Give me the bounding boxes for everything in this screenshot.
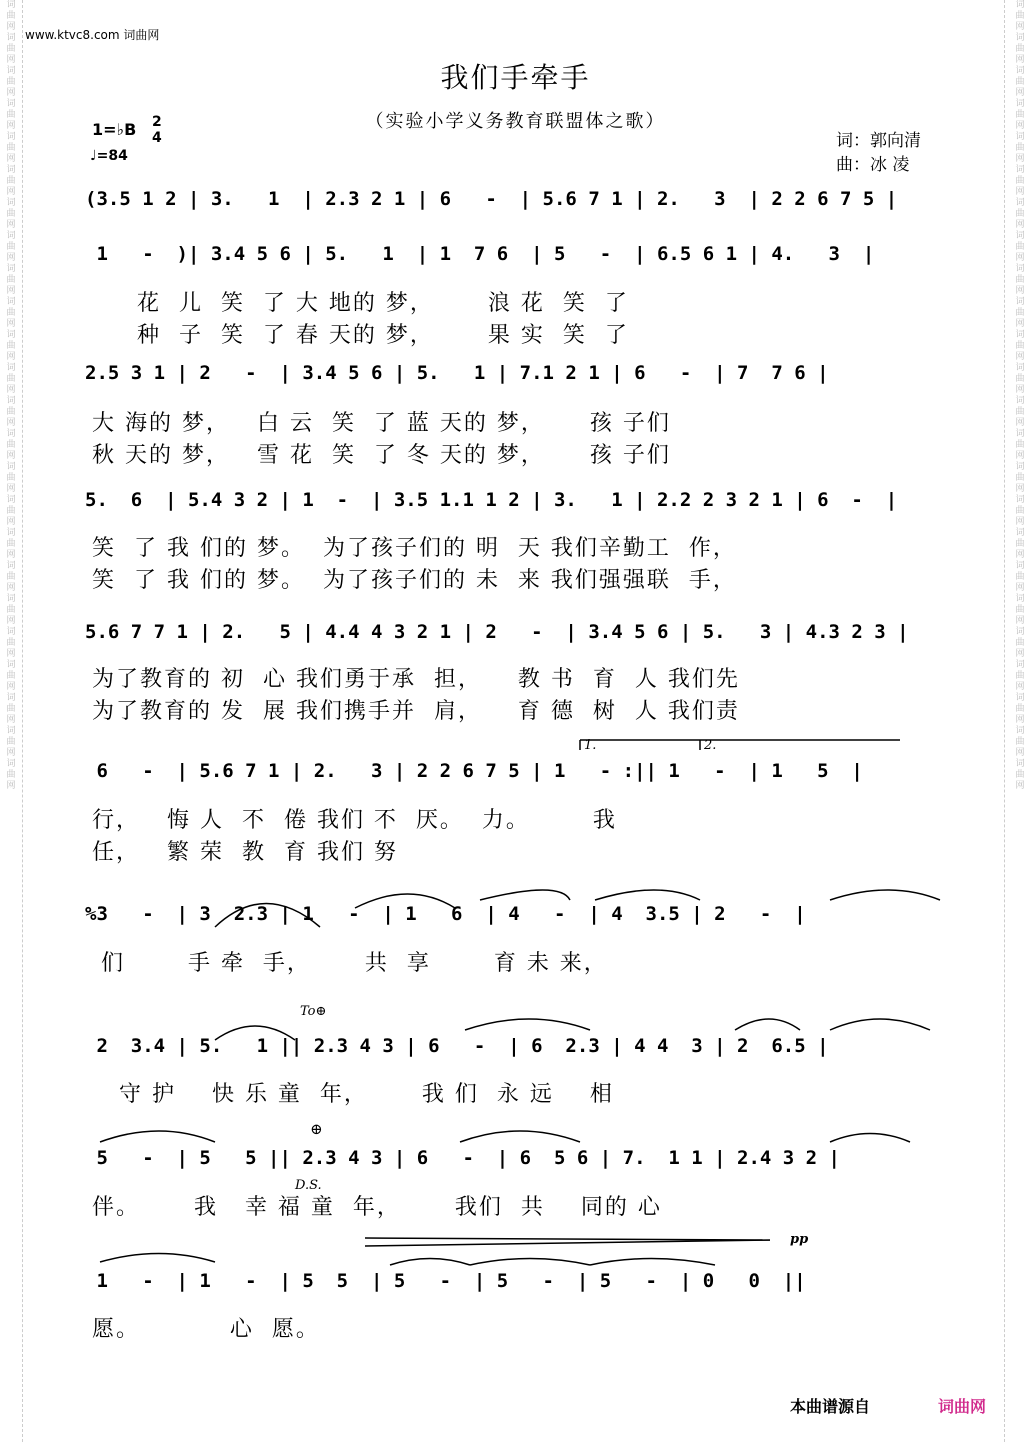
lyric-line-5-verse-2: 为了教育的 发 展 我们携手并 肩， 育 德 树 人 我们责 (92, 699, 740, 724)
score-line-9: 5 - | 5 5 || 2.3 4 3 | 6 - | 6 5 6 | 7. 1 1 | 2.4 3 2 | (85, 1147, 840, 1169)
time-signature-bottom: 4 (152, 130, 162, 146)
score-line-2: 1 - )| 3.4 5 6 | 5. 1 | 1 7 6 | 5 - | 6.5 6 1 | 4. 3 | (85, 243, 875, 265)
lyric-line-8: 守 护 快 乐 童 年， 我 们 永 远 相 (92, 1082, 614, 1107)
tempo-marking: ♩=84 (90, 148, 128, 164)
score-line-3: 2.5 3 1 | 2 - | 3.4 5 6 | 5. 1 | 7.1 2 1 | 6 - | 7 7 6 | (85, 362, 829, 384)
lyric-line-10: 愿。 心 愿。 (92, 1317, 320, 1342)
watermark-right-strip: 词曲网词曲网词曲网词曲网词曲网词曲网词曲网词曲网词曲网词曲网词曲网词曲网词曲网词曲网词曲网词曲网词曲网词曲网词曲网词曲网词曲网词曲网词曲网词曲网 (1015, 0, 1025, 791)
score-line-10: 1 - | 1 - | 5 5 | 5 - | 5 - | 5 - | 0 0 || (85, 1270, 806, 1292)
page-title: 我们手牵手 (440, 61, 591, 94)
score-line-4: 5. 6 | 5.4 3 2 | 1 - | 3.5 1.1 1 2 | 3. 1 | 2.2 2 3 2 1 | 6 - | (85, 489, 898, 511)
coda-sign: ⊕ (310, 1120, 323, 1138)
page-subtitle: （实验小学义务教育联盟体之歌） (365, 111, 666, 132)
key-signature: 1=♭B (92, 120, 137, 139)
lyric-line-4-verse-1: 笑 了 我 们的 梦。 为了孩子们的 明 天 我们辛勤工 作， (92, 536, 737, 561)
lyric-line-3-verse-2: 秋 天的 梦， 雪 花 笑 了 冬 天的 梦， 孩 子们 (92, 443, 671, 468)
lyric-line-6-verse-2: 任， 繁 荣 教 育 我们 努 (92, 840, 398, 865)
watermark-left-strip: 词曲网词曲网词曲网词曲网词曲网词曲网词曲网词曲网词曲网词曲网词曲网词曲网词曲网词曲网词曲网词曲网词曲网词曲网词曲网词曲网词曲网词曲网词曲网词曲网 (6, 0, 16, 791)
score-line-8: 2 3.4 | 5. 1 || 2.3 4 3 | 6 - | 6 2.3 | 4 4 3 | 2 6.5 | (85, 1035, 829, 1057)
composer-credit: 曲：冰 凌 (836, 155, 910, 175)
site-url: www.ktvc8.com 词曲网 (25, 28, 160, 42)
brand-logo-text: 词曲网 (938, 1397, 987, 1416)
time-signature-top: 2 (152, 114, 162, 130)
lyric-line-4-verse-2: 笑 了 我 们的 梦。 为了孩子们的 未 来 我们强强联 手， (92, 568, 737, 593)
source-label: 本曲谱源自 (790, 1397, 871, 1416)
lyric-line-2-verse-2: 种 子 笑 了 春 天的 梦， 果 实 笑 了 (92, 323, 629, 348)
score-line-6: 6 - | 5.6 7 1 | 2. 3 | 2 2 6 7 5 | 1 - :|| 1 - | 1 5 | (85, 760, 863, 782)
lyricist-credit: 词：郭向清 (836, 131, 921, 151)
lyric-line-5-verse-1: 为了教育的 初 心 我们勇于承 担， 教 书 育 人 我们先 (92, 667, 740, 692)
lyric-line-3-verse-1: 大 海的 梦， 白 云 笑 了 蓝 天的 梦， 孩 子们 (92, 411, 671, 436)
volta-1-label: 1. (584, 738, 597, 753)
pianissimo-mark: pp (790, 1232, 809, 1247)
score-line-7: %3 - | 3 2.3 | 1 - | 1 6 | 4 - | 4 3.5 | 2 - | (85, 903, 806, 925)
score-line-1: (3.5 1 2 | 3. 1 | 2.3 2 1 | 6 - | 5.6 7 1 | 2. 3 | 2 2 6 7 5 | (85, 188, 898, 210)
dal-segno-mark: D.S. (295, 1178, 322, 1193)
time-signature (152, 114, 162, 146)
volta-2-label: 2. (704, 738, 717, 753)
score-line-5: 5.6 7 7 1 | 2. 5 | 4.4 4 3 2 1 | 2 - | 3.4 5 6 | 5. 3 | 4.3 2 3 | (85, 621, 909, 643)
left-border-line (22, 0, 23, 1442)
lyric-line-9: 伴。 我 幸 福 童 年， 我们 共 同的 心 (92, 1195, 662, 1220)
to-coda-mark: To⊕ (300, 1004, 327, 1019)
lyric-line-7: 们 手 牵 手， 共 享 育 未 来， (92, 951, 608, 976)
lyric-line-6-verse-1: 行， 悔 人 不 倦 我们 不 厌。 力。 我 (92, 808, 617, 833)
lyric-line-2-verse-1: 花 儿 笑 了 大 地的 梦， 浪 花 笑 了 (92, 291, 629, 316)
right-border-line (1004, 0, 1005, 1442)
